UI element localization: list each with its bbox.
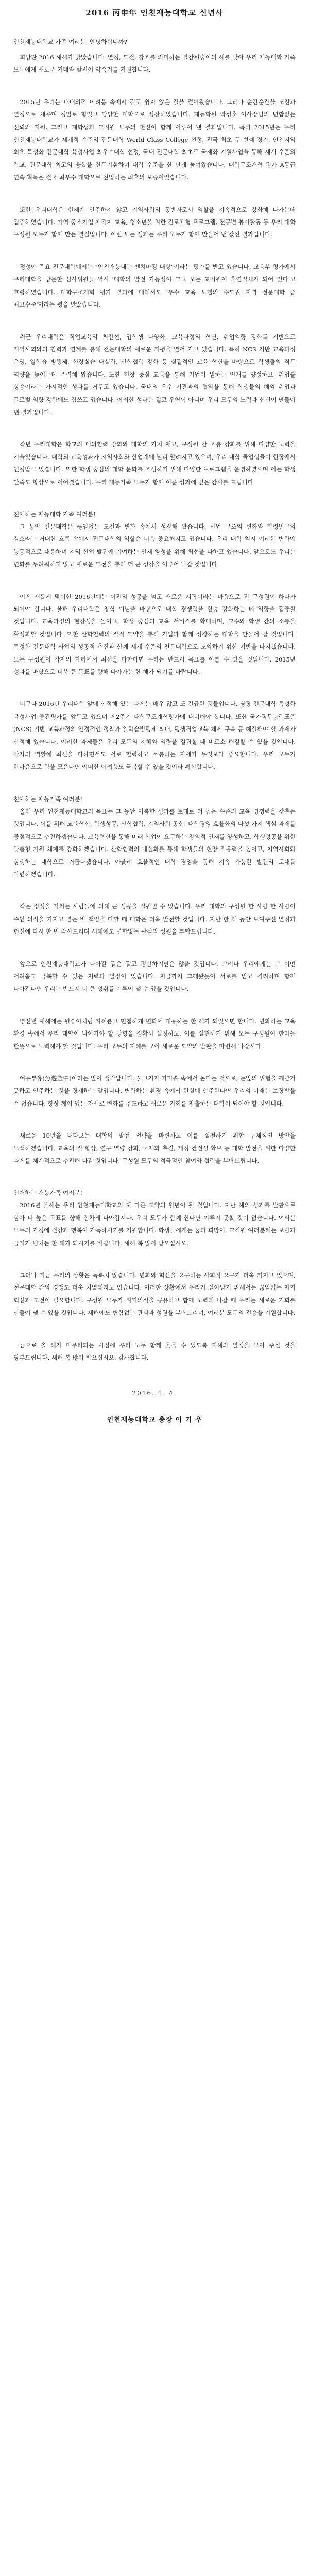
paragraph: 그러나 지금 우리의 상황은 녹록치 않습니다. 변화와 혁신을 요구하는 사회적 요구가 더욱 커지고 있으며, 전문대학 간의 경쟁도 더욱 치열해지고 있습니다. 이러한 상황에서 우리가 살아남기 위해서는 끊임없는 자기 혁신과 도전이 필요합니다. 구성원 모두가 위기의식을 공유하고 함께 노력해 나갈 때 우리는 새로운 기회를 만들어 낼 수 있을 것입니다. 새해에도 변함없는 관심과 성원을 부탁드리며, 여러분 모두의 건승을 기원합니다. bbox=[13, 1272, 296, 1317]
paragraph: 끝으로 올 해가 마무리되는 시점에 우리 모두 함께 웃을 수 있도록 지혜와 열정을 모아 주실 것을 당부드립니다. 새해 복 많이 받으십시오. 감사합니다. bbox=[13, 1341, 296, 1362]
section-3 bbox=[13, 698, 296, 773]
section-4 bbox=[13, 793, 296, 1167]
section-1 bbox=[13, 36, 296, 488]
section-5 bbox=[13, 1187, 296, 1364]
section-heading: 친애하는 재능대학 가족 여러분! bbox=[13, 510, 96, 518]
signature: 인천재능대학교 총장 이 기 우 bbox=[107, 1416, 202, 1425]
paragraph: 2016년 올해는 우리 인천재능대학교의 또 다른 도약의 원년이 될 것입니다. 지난 해의 성과를 발판으로 삼아 더 높은 목표를 향해 힘차게 나아갑시다. 우리 모두가 함께 한다면 이루지 못할 것이 없습니다. 여러분 모두의 가정에 건강과 행복이 가득하시기를 기원합니다. 학생들에게는 꿈과 희망이, 교직원 여러분께는 보람과 긍지가 넘치는 한 해가 되시기를 바랍니다. 새해 복 많이 받으십시오. bbox=[13, 1201, 296, 1247]
paragraph: 이제 새롭게 맞이한 2016년에는 이전의 성공을 넘고 새로운 시작이라는 마음으로 전 구성원이 하나가 되어야 합니다. 올해 우리대학은 창학 이념을 바탕으로 대학 경쟁력을 한층 강화하는 데 역량을 집중할 것입니다. 교육과정의 현장성을 높이고, 학생 중심의 교육 서비스를 확대하며, 교수와 학생 간의 소통을 활성화할 것입니다. 또한 산학협력의 질적 도약을 통해 기업과 함께 성장하는 대학을 만들어 갈 것입니다. 특성화 전문대학 사업의 성공적 추진과 함께 세계 수준의 전문대학으로 도약하기 위한 기반을 다지겠습니다. 모든 구성원이 각자의 자리에서 최선을 다한다면 우리는 반드시 목표를 이룰 수 있을 것입니다. 2015년 성과를 바탕으로 더욱 큰 목표를 향해 나아가는 한 해가 되기를 바랍니다. bbox=[13, 592, 296, 676]
paragraph: 또한 우리대학은 현재에 안주하지 않고 지역사회의 동반자로서 역할을 지속적으로 강화해 나가는데 집중하였습니다. 지역 중소기업 재직자 교육, 청소년을 위한 진로체험 프로그램, 전공별 봉사활동 등 우리 대학 구성원 모두가 함께 만든 결실입니다. 이런 모든 성과는 우리 모두가 함께 만들어 낸 값진 결과입니다. bbox=[13, 206, 296, 239]
paragraph: 더구나 2016년 우리대학 앞에 산적해 있는 과제는 매우 많고 또 긴급한 것들입니다. 당장 전문대학 특성화 육성사업 중간평가를 앞두고 있으며 제2주기 대학구조개혁평가에 대비해야 합니다. 또한 국가직무능력표준(NCS) 기반 교육과정의 안정적인 정착과 일학습병행제 확대, 평생직업교육 체제 구축 등 해결해야 할 과제가 산적해 있습니다. 이러한 과제들은 우리 모두의 지혜와 역량을 결집할 때 비로소 해결할 수 있을 것입니다. 각자의 역할에 최선을 다하면서도 서로 협력하고 소통하는 자세가 무엇보다 중요합니다. 우리 모두가 한마음으로 힘을 모은다면 어떠한 어려움도 극복할 수 있을 것이라 확신합니다. bbox=[13, 700, 296, 771]
paragraph: 올해 우리 인천재능대학교의 목표는 그 동안 이룩한 성과를 토대로 더 높은 수준의 교육 경쟁력을 갖추는 것입니다. 이를 위해 교육혁신, 학생성공, 산학협력, 지역사회 공헌, 대학경영 효율화의 다섯 가지 핵심 과제를 중점적으로 추진하겠습니다. 교육혁신을 통해 미래 산업이 요구하는 창의적 인재를 양성하고, 학생성공을 위한 맞춤형 지원 체계를 강화하겠습니다. 산학협력의 내실화를 통해 학생들의 현장 적응력을 높이고, 지역사회와 상생하는 대학으로 거듭나겠습니다. 아울러 효율적인 대학 경영을 통해 지속 가능한 발전의 토대를 마련하겠습니다. bbox=[13, 807, 296, 878]
paragraph: 작년 우리대학은 학교의 대외협력 강화와 대학의 가치 제고, 구성원 간 소통 강화를 위해 다양한 노력을 기울였습니다. 대학의 교육성과가 지역사회와 산업계에 널리 알려지고 있으며, 우리 대학 졸업생들이 현장에서 인정받고 있습니다. 또한 학생 중심의 대학 문화를 조성하기 위해 다양한 프로그램을 운영하였으며 이는 학생 만족도 향상으로 이어졌습니다. 우리 재능가족 모두가 함께 이룬 성과에 깊은 감사를 드립니다. bbox=[13, 440, 296, 486]
section-2 bbox=[13, 508, 296, 678]
paragraph: 작은 정성을 지키는 사람들에 의해 큰 성공을 일궈낼 수 있습니다. 우리 대학의 구성원 한 사람 한 사람이 주인 의식을 가지고 맡은 바 책임을 다할 때 대학은 더욱 발전할 것입니다. 지난 한 해 동안 보여주신 열정과 헌신에 다시 한 번 감사드리며 새해에도 변함없는 관심과 성원을 부탁드립니다. bbox=[13, 903, 296, 936]
paragraph: 희망찬 2016 새해가 밝았습니다. 열정, 도전, 창조를 의미하는 빨간원숭이의 해를 맞아 우리 재능대학 가족 모두에게 새로운 기대와 발전이 약속기를 기원합니다. bbox=[13, 54, 296, 74]
paragraph: 어유부용(魚遊釜中)이라는 말이 생각납니다. 물고기가 가마솥 속에서 논다는 것으로, 눈앞의 위험을 깨닫지 못하고 안주하는 것을 경계하는 말입니다. 변화하는 환경 속에서 현실에 안주한다면 우리의 미래는 보장받을 수 없습니다. 항상 깨어 있는 자세로 변화를 주도하고 새로운 기회를 창출하는 대학이 되어야 할 것입니다. bbox=[13, 1074, 296, 1107]
section-heading: 친애하는 재능가족 여러분! bbox=[13, 795, 83, 803]
paragraph: 2015년 우리는 대내외적 어려움 속에서 결코 쉽지 않은 길을 걸어왔습니다. 그러나 순간순간을 도전과 열정으로 채우며 정말로 힘있고 당당한 대학으로 성장하였습니다. 재능학원 박성훈 이사장님의 변함없는 신뢰와 지원, 그리고 재학생과 교직원 모두의 헌신이 함께 이루어 낸 결과입니다. 특히 2015년은 우리 인천재능대학교가 세계적 수준의 전문대학 World Class College 선정, 전국 최초 두 번째 경기, 인천지역 최초 특성화 전문대학 육성사업 최우수대학 선정, 국내 전문대학 최초로 국제화 지원사업을 통해 세계 수준의 학교, 전문대학 최고의 융합을 진두지휘하며 대학 수준을 한 단계 높여왔습니다. 대학구조개혁 평가 A등급 연속 획득은 전국 최우수 대학으로 진입하는 최후의 보증이었습니다. bbox=[13, 98, 296, 181]
page-title: 2016 丙申年 인천재능대학교 신년사 bbox=[85, 8, 224, 18]
paragraph: 그 동안 전문대학은 끊임없는 도전과 변화 속에서 성장해 왔습니다. 산업 구조의 변화와 학령인구의 감소라는 거대한 흐름 속에서 전문대학의 역할은 더욱 중요해지고 있습니다. 우리 대학 역시 이러한 변화에 능동적으로 대응하며 지역 산업 발전에 기여하는 인재 양성을 위해 최선을 다하고 있습니다. 앞으로도 우리는 변화를 두려워하지 않고 새로운 도전을 통해 더 큰 성장을 이루어 나갈 것입니다. bbox=[13, 522, 296, 568]
section-heading: 친애하는 재능가족 여러분! bbox=[13, 1189, 83, 1197]
paragraph: 병신년 새해에는 원숭이처럼 지혜롭고 민첩하게 변화에 대응하는 한 해가 되었으면 합니다. 변화하는 교육 환경 속에서 우리 대학이 나아가야 할 방향을 정확히 설정하고, 이를 실현하기 위해 모든 구성원이 한마음 한뜻으로 노력해야 할 것입니다. 우리 모두의 지혜를 모아 새로운 도약의 발판을 마련해 나갑시다. bbox=[13, 1017, 296, 1050]
paragraph: 새로운 10년을 내다보는 대학의 발전 전략을 마련하고 이를 실천하기 위한 구체적인 방안을 모색하겠습니다. 교육의 질 향상, 연구 역량 강화, 국제화 추진, 재정 건전성 확보 등 대학 발전을 위한 다양한 과제를 체계적으로 추진해 나갈 것입니다. 구성원 모두의 적극적인 참여와 협력을 부탁드립니다. bbox=[13, 1132, 296, 1164]
greeting: 인천재능대학교 가족 여러분, 안녕하십니까? bbox=[13, 38, 127, 45]
paragraph: 정성에 주요 전문대학에서는 "인천재능대는 벤치마킹 대상"이라는 평가를 받고 있습니다. 교육부 평가에서 우리대학을 방문한 심사위원들 역시 '대학의 발전 가능성이 크고 모든 교직원이 혼연일체가 되어 있다'고 호평하였습니다. 대학구조개혁 평가 결과에 대해서도 '우수 교육 모델의 수도권 지역 전문대학 중 최고수준'이라는 평을 받았습니다. bbox=[13, 263, 296, 309]
paragraph: 앞으로 인천재능대학교가 나아갈 길은 결코 평탄하지만은 않을 것입니다. 그러나 우리에게는 그 어떤 어려움도 극복할 수 있는 저력과 열정이 있습니다. 지금까지 그래왔듯이 서로를 믿고 격려하며 함께 나아간다면 우리는 반드시 더 큰 성취를 이루어 낼 수 있을 것입니다. bbox=[13, 960, 296, 993]
document-date: 2016. 1. 4. bbox=[132, 1389, 177, 1397]
paragraph: 취근 우리대학은 직업교육의 최전선, 입학생 다양화, 교육과정의 혁신, 취업역량 강화를 기반으로 지역사회와의 협력과 연계를 통해 전문대학의 새로운 지평을 열어 가고 있습니다. 특히 NCS 기반 교육과정 운영, 일학습 병행제, 현장실습 내실화, 산학협력 강화 등 실질적인 교육 혁신을 바탕으로 학생들의 직무 역량을 높이는데 주력해 왔습니다. 또한 현장 중심 교육을 통해 기업이 원하는 인재를 양성하고, 취업률 상승이라는 가시적인 성과를 거두고 있습니다. 국내외 우수 기관과의 협약을 통해 학생들의 해외 취업과 글로벌 역량 강화에도 힘쓰고 있습니다. 이러한 성과는 결코 우연이 아니며 우리 모두의 노력과 헌신이 만들어 낸 결과입니다. bbox=[13, 333, 296, 416]
